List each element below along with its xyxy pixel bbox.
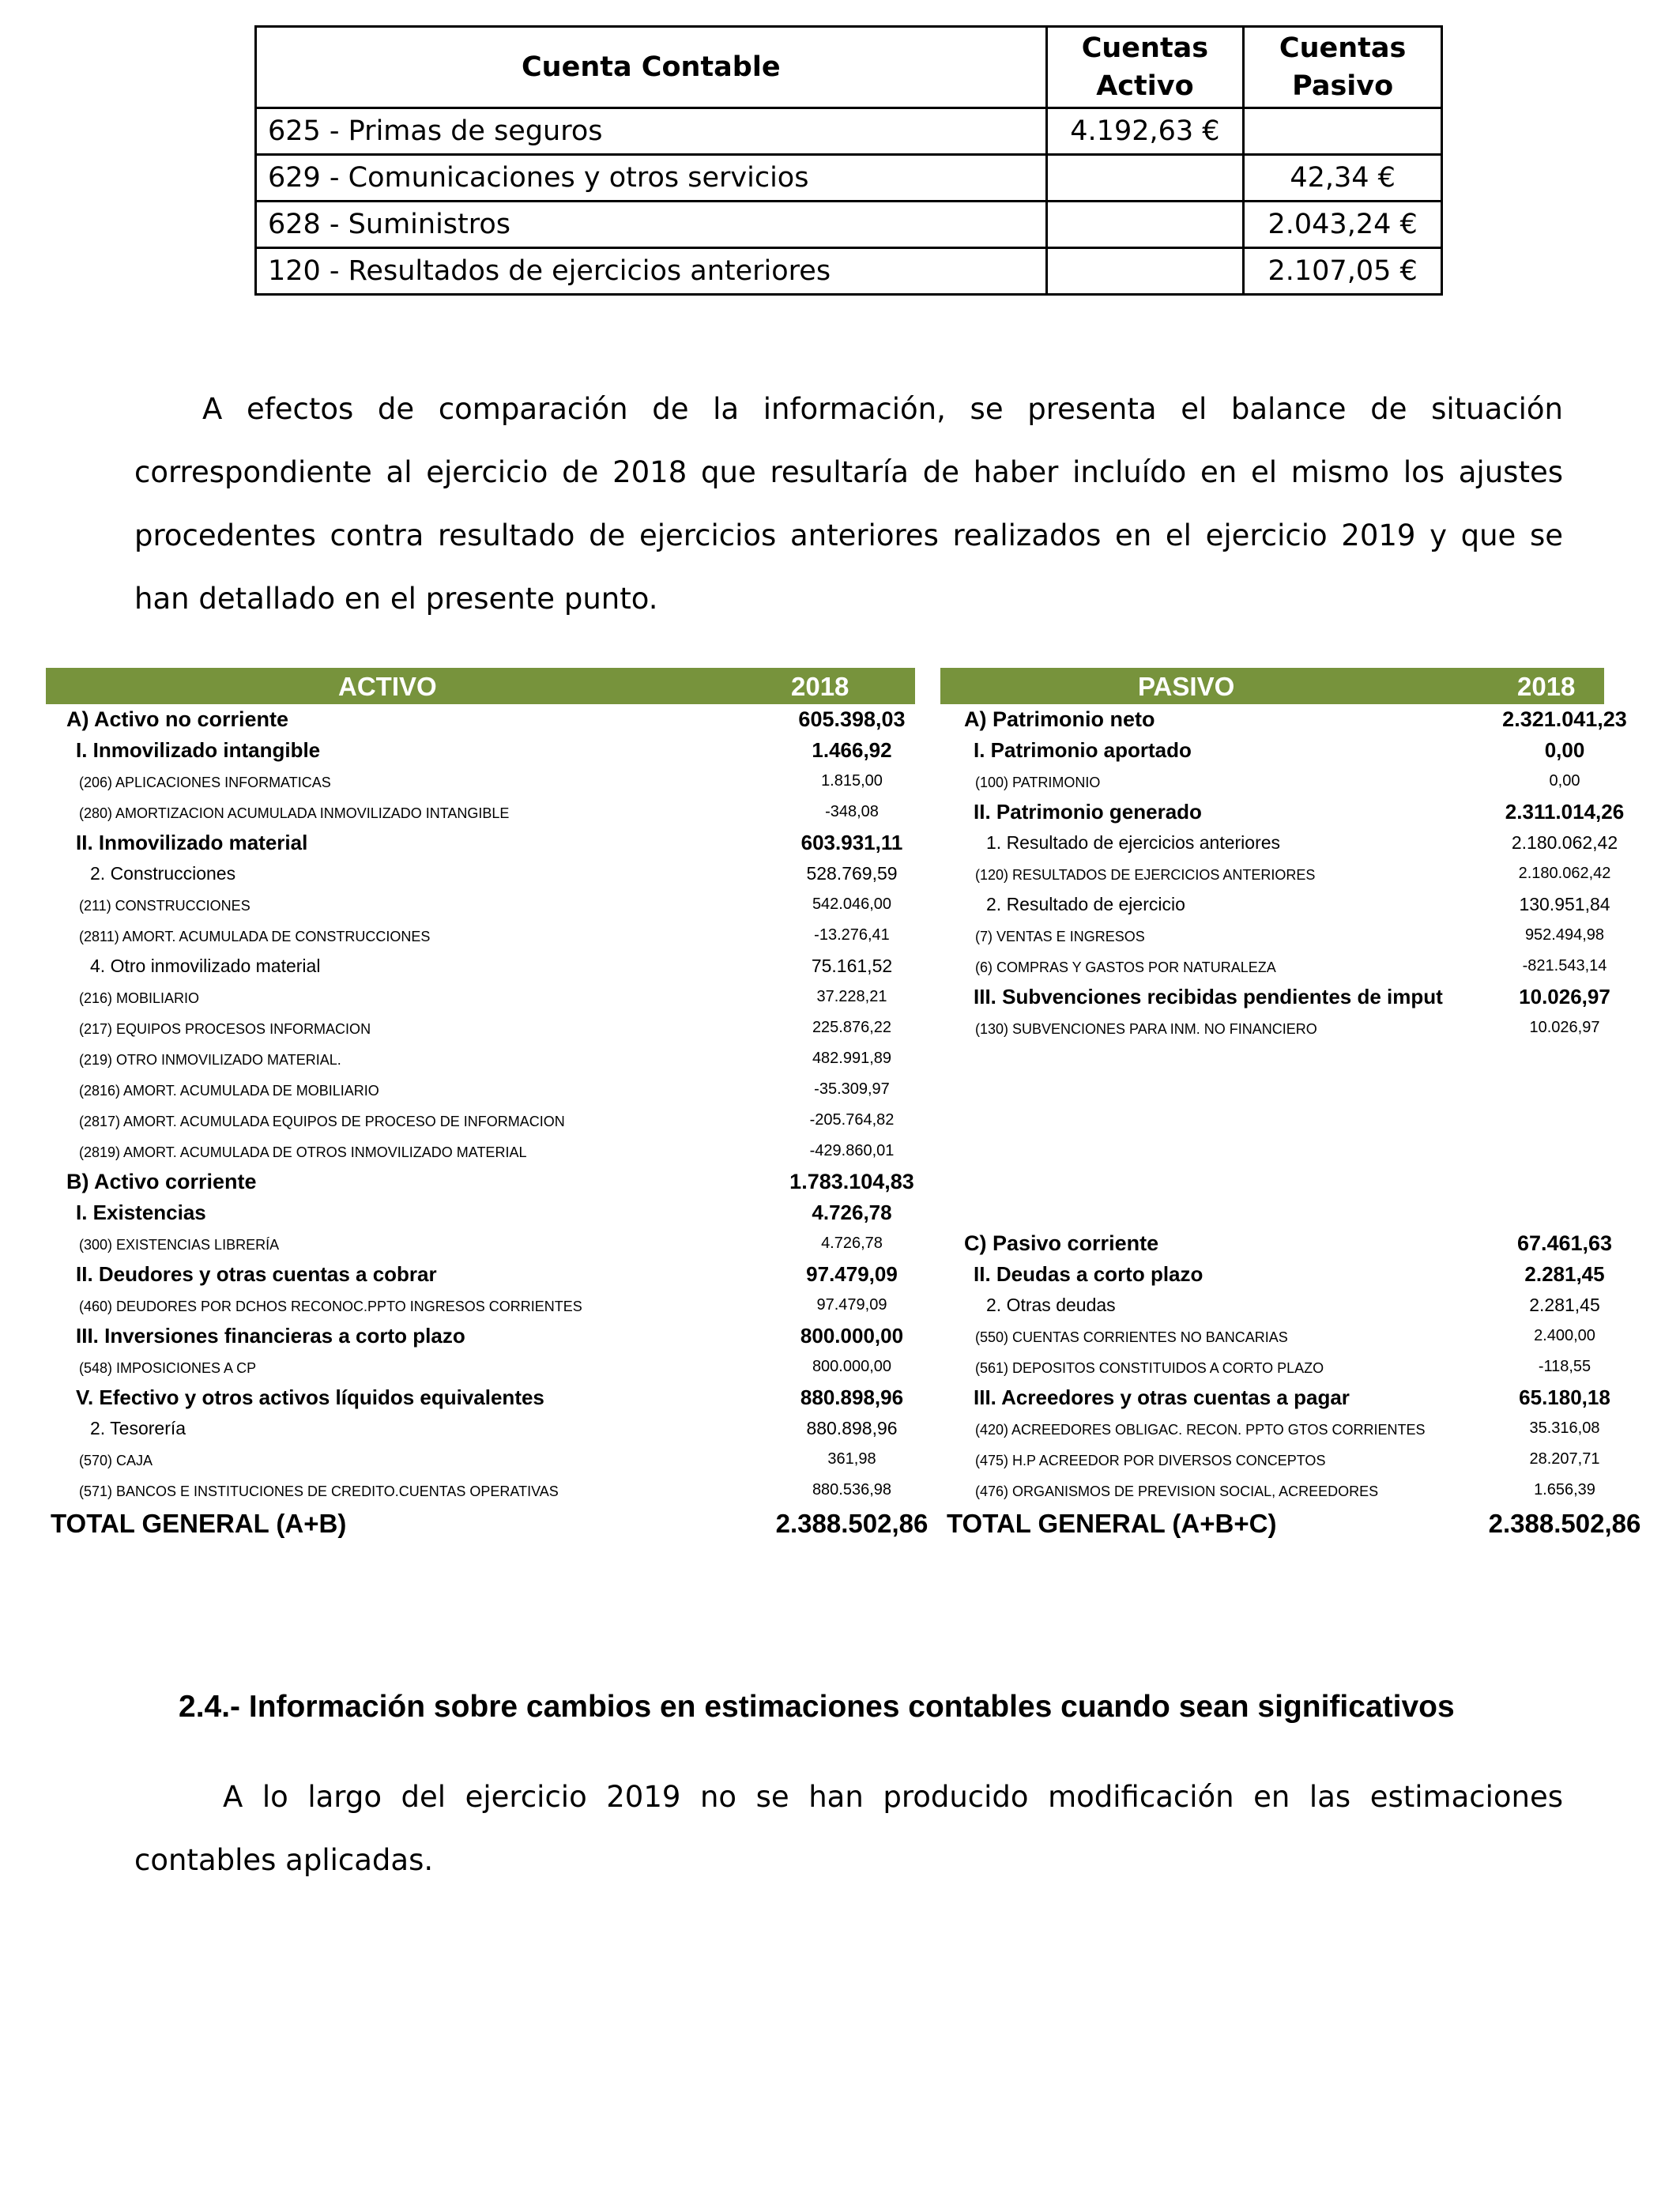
activo-row-label: 4. Otro inmovilizado material [90,956,321,976]
activo-cell [1046,155,1244,202]
pasivo-row-value: 10.026,97 [1519,985,1610,1008]
estimaciones-paragraph: A lo largo del ejercicio 2019 no se han producido modificación en las estimaciones contables aplicadas. [134,1780,1563,1877]
balance-activo [46,668,929,1542]
activo-row-label: 2. Tesorería [90,1418,186,1438]
pasivo-row [940,1444,1604,1475]
activo-row-value: 37.228,21 [816,988,887,1005]
activo-row [46,1413,915,1444]
activo-row-value: 880.898,96 [800,1385,904,1409]
activo-row-label: A) Activo no corriente [66,707,289,731]
activo-header-year: 2018 [791,672,849,701]
activo-row [46,858,915,889]
activo-row-label: II. Inmovilizado material [76,831,308,854]
activo-row-label: (216) MOBILIARIO [79,990,200,1006]
pasivo-row-value: 65.180,18 [1519,1385,1610,1409]
pasivo-cell: 2.107,05 € [1244,248,1442,295]
pasivo-row [940,1228,1613,1259]
pasivo-row-label: (130) SUBVENCIONES PARA INM. NO FINANCIERO [975,1021,1317,1037]
blank-row [940,1197,1604,1228]
activo-row-label: (548) IMPOSICIONES A CP [79,1360,257,1376]
activo-row [46,1475,915,1506]
section-heading: 2.4.- Información sobre cambios en estimaciones contables cuando sean significativos [179,1690,1455,1724]
activo-row-label: (211) CONSTRUCCIONES [79,898,250,914]
account-cell: 629 - Comunicaciones y otros servicios [256,155,1047,202]
pasivo-row-value: -821.543,14 [1522,957,1607,974]
pasivo-row-label: (120) RESULTADOS DE EJERCICIOS ANTERIORES [975,867,1316,883]
pasivo-cell: 2.043,24 € [1244,202,1442,248]
activo-row [46,1290,915,1321]
pasivo-row [940,1413,1604,1444]
activo-row-value: 528.769,59 [806,863,898,884]
activo-row-value: -13.276,41 [814,926,890,944]
activo-row [46,735,915,766]
pasivo-row-value: 2.281,45 [1524,1262,1605,1286]
pasivo-row-value: 2.400,00 [1534,1327,1595,1344]
activo-total-row [46,1506,929,1542]
account-cell: 628 - Suministros [256,202,1047,248]
activo-row [46,827,915,858]
activo-row [46,1228,915,1259]
activo-row-label: (2817) AMORT. ACUMULADA EQUIPOS DE PROCESO DE INFORMACION [79,1114,565,1129]
pasivo-row-label: III. Acreedores y otras cuentas a pagar [974,1385,1350,1409]
activo-row-value: -35.309,97 [814,1080,890,1098]
pasivo-row [940,735,1604,766]
pasivo-cell [1244,108,1442,155]
pasivo-row-value: 2.321.041,23 [1502,707,1627,731]
pasivo-row-label: (100) PATRIMONIO [975,775,1101,790]
pasivo-row-value: 10.026,97 [1529,1019,1600,1036]
activo-row [46,704,915,735]
accounts-table [254,25,1443,296]
activo-row [46,766,915,797]
activo-row-label: (2816) AMORT. ACUMULADA DE MOBILIARIO [79,1083,379,1099]
activo-row-label: (219) OTRO INMOVILIZADO MATERIAL. [79,1052,341,1068]
pasivo-row-label: (476) ORGANISMOS DE PREVISION SOCIAL, ACREEDORES [975,1483,1379,1499]
activo-total-value: 2.388.502,86 [775,1509,929,1538]
activo-row-label: (300) EXISTENCIAS LIBRERÍA [79,1237,280,1253]
activo-row [46,797,915,827]
activo-row [46,1259,915,1290]
pasivo-row [940,982,1610,1012]
pasivo-total-row [940,1506,1641,1542]
activo-row-value: -429.860,01 [809,1142,895,1159]
activo-row-value: 880.898,96 [806,1418,898,1438]
activo-row-label: I. Inmovilizado intangible [76,738,321,762]
activo-row-label: III. Inversiones financieras a corto plazo [76,1324,465,1348]
pasivo-row [940,1321,1604,1351]
table-row [256,248,1442,295]
pasivo-row [940,920,1604,951]
pasivo-row-value: 2.281,45 [1529,1295,1600,1315]
activo-row-value: 1.466,92 [812,738,892,762]
activo-row-value: 605.398,03 [798,707,906,731]
activo-row [46,1105,915,1136]
activo-row [46,920,915,951]
activo-row-label: (570) CAJA [79,1453,153,1468]
pasivo-row [940,1382,1610,1413]
pasivo-row-value: 952.494,98 [1524,926,1605,944]
balance-pasivo [940,668,1641,1542]
activo-row-label: (217) EQUIPOS PROCESOS INFORMACION [79,1021,371,1037]
activo-row-label: (2819) AMORT. ACUMULADA DE OTROS INMOVILIZADO MATERIAL [79,1144,527,1160]
pasivo-row-label: (550) CUENTAS CORRIENTES NO BANCARIAS [975,1329,1288,1345]
pasivo-cell: 42,34 € [1244,155,1442,202]
pasivo-row-label: (420) ACREEDORES OBLIGAC. RECON. PPTO GTOS CORRIENTES [975,1422,1426,1438]
activo-row-label: (2811) AMORT. ACUMULADA DE CONSTRUCCIONES [79,929,431,944]
activo-row-value: 75.161,52 [811,956,893,976]
pasivo-row-label: (561) DEPOSITOS CONSTITUIDOS A CORTO PLAZO [975,1360,1324,1376]
pasivo-row [940,1475,1604,1506]
activo-row [46,1197,915,1228]
pasivo-row-label: C) Pasivo corriente [964,1231,1159,1255]
activo-row-label: (460) DEUDORES POR DCHOS RECONOC.PPTO INGRESOS CORRIENTES [79,1299,582,1314]
pasivo-row-value: -118,55 [1538,1358,1591,1375]
pasivo-row-label: (7) VENTAS E INGRESOS [975,929,1145,944]
blank-row [940,1105,1604,1136]
activo-row [46,1351,915,1382]
activo-total-label: TOTAL GENERAL (A+B) [51,1509,347,1538]
pasivo-row [940,889,1610,920]
pasivo-row-label: I. Patrimonio aportado [974,738,1192,762]
activo-row [46,1043,915,1074]
pasivo-row-value: 35.316,08 [1529,1419,1600,1437]
activo-row-label: I. Existencias [76,1201,206,1224]
accounts-table-header [256,27,1442,108]
pasivo-row [940,951,1607,982]
account-cell: 120 - Resultados de ejercicios anteriores [256,248,1047,295]
activo-row-label: 2. Construcciones [90,863,236,884]
pasivo-row-value: 67.461,63 [1516,1231,1613,1255]
pasivo-row [940,766,1604,797]
pasivo-row [940,704,1627,735]
activo-row [46,1382,915,1413]
activo-row [46,1167,915,1197]
activo-row [46,982,915,1012]
activo-row-value: 4.726,78 [812,1201,892,1224]
pasivo-row-label: A) Patrimonio neto [964,707,1155,731]
pasivo-total-value: 2.388.502,86 [1488,1509,1641,1538]
pasivo-row [940,1351,1604,1382]
header-cuentas-activo: Cuentas Activo [1046,27,1244,108]
pasivo-row-label: II. Deudas a corto plazo [974,1262,1203,1286]
activo-row-value: 4.726,78 [821,1235,883,1252]
pasivo-row-label: III. Subvenciones recibidas pendientes de imput [974,985,1443,1008]
activo-row-label: (280) AMORTIZACION ACUMULADA INMOVILIZADO INTANGIBLE [79,805,510,821]
pasivo-row-label: II. Patrimonio generado [974,800,1202,824]
table-row [256,202,1442,248]
pasivo-row-value: 2.180.062,42 [1511,832,1618,853]
activo-row [46,951,915,982]
activo-row [46,1074,915,1105]
blank-row [940,1167,1604,1197]
pasivo-total-label: TOTAL GENERAL (A+B+C) [947,1509,1277,1538]
activo-row [46,1444,915,1475]
activo-row-value: 1.815,00 [821,772,883,790]
pasivo-row [940,797,1625,827]
activo-row-value: 1.783.104,83 [789,1170,914,1193]
intro-paragraph: A efectos de comparación de la información, se presenta el balance de situación correspondiente al ejercicio de 2018 que resultaría de haber incluído en el mismo los ajustes procedentes contra resultado de ejercicios anteriores realizados en el ejercicio 2019 y que se han detallado en el presente punto. [134,392,1563,616]
pasivo-row-value: 0,00 [1544,738,1585,762]
activo-row-value: -205.764,82 [809,1111,895,1129]
activo-row-value: 880.536,98 [812,1481,892,1498]
pasivo-row-label: 2. Otras deudas [986,1295,1116,1315]
activo-row [46,889,915,920]
pasivo-row-value: 2.180.062,42 [1518,865,1611,882]
pasivo-row-label: (6) COMPRAS Y GASTOS POR NATURALEZA [975,959,1276,975]
activo-header [46,668,915,704]
table-row [256,108,1442,155]
activo-row-value: 97.479,09 [806,1262,898,1286]
pasivo-row [940,858,1611,889]
blank-row [940,1136,1604,1167]
activo-row-value: 482.991,89 [812,1050,892,1067]
activo-row [46,1136,915,1167]
pasivo-row-value: 1.656,39 [1534,1481,1595,1498]
activo-row-value: 225.876,22 [812,1019,892,1036]
header-cuentas-pasivo: Cuentas Pasivo [1244,27,1442,108]
activo-row [46,1321,915,1351]
activo-row-value: 603.931,11 [800,831,903,854]
header-cuenta-contable: Cuenta Contable [256,27,1047,108]
table-row [256,155,1442,202]
activo-row-label: (571) BANCOS E INSTITUCIONES DE CREDITO.CUENTAS OPERATIVAS [79,1483,559,1499]
account-cell: 625 - Primas de seguros [256,108,1047,155]
pasivo-row [940,1012,1604,1043]
pasivo-header [940,668,1604,704]
blank-row [940,1043,1604,1074]
blank-row [940,1074,1604,1105]
pasivo-row-label: 1. Resultado de ejercicios anteriores [986,832,1281,853]
activo-row-value: 800.000,00 [800,1324,904,1348]
activo-row-value: 800.000,00 [812,1358,892,1375]
pasivo-row-label: (475) H.P ACREEDOR POR DIVERSOS CONCEPTOS [975,1453,1326,1468]
pasivo-row [940,827,1618,858]
pasivo-row-value: 28.207,71 [1529,1450,1600,1468]
activo-cell [1046,202,1244,248]
activo-row-value: 361,98 [827,1450,876,1468]
activo-row [46,1012,915,1043]
activo-cell: 4.192,63 € [1046,108,1244,155]
pasivo-row-label: 2. Resultado de ejercicio [986,894,1185,914]
activo-row-value: -348,08 [825,803,879,820]
pasivo-header-label: PASIVO [1138,672,1235,701]
pasivo-row-value: 0,00 [1549,772,1580,790]
pasivo-row-value: 2.311.014,26 [1505,800,1625,824]
pasivo-row [940,1290,1604,1321]
activo-row-label: B) Activo corriente [66,1170,257,1193]
activo-row-value: 542.046,00 [812,895,892,913]
activo-header-label: ACTIVO [338,672,437,701]
activo-row-label: II. Deudores y otras cuentas a cobrar [76,1262,437,1286]
activo-row-label: V. Efectivo y otros activos líquidos equivalentes [76,1385,544,1409]
pasivo-row-value: 130.951,84 [1519,894,1610,914]
pasivo-row [940,1259,1604,1290]
pasivo-header-year: 2018 [1517,672,1576,701]
activo-cell [1046,248,1244,295]
activo-row-value: 97.479,09 [816,1296,887,1314]
activo-row-label: (206) APLICACIONES INFORMATICAS [79,775,331,790]
